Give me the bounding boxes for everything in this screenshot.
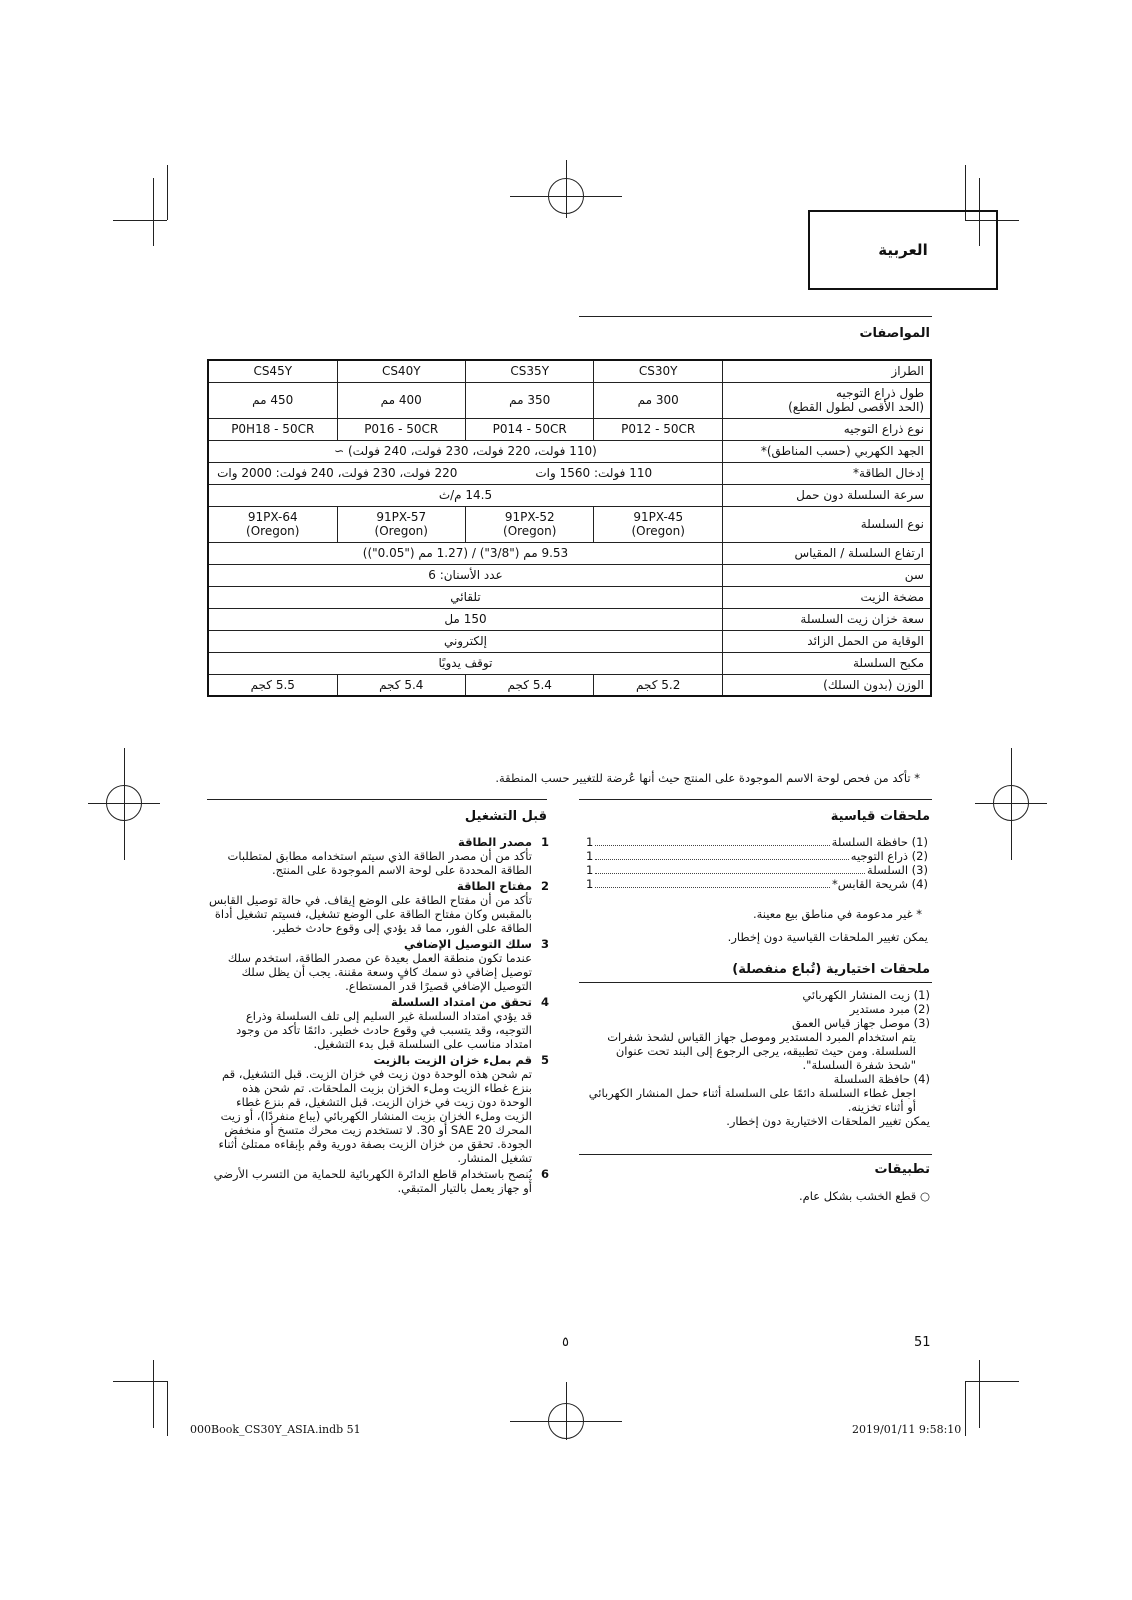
specs-cell: 5.4 كجم (465, 674, 593, 696)
specs-cell: 9.53 مم ("3/8") / (1.27 مم ("0.05")) (208, 542, 722, 564)
applications-text: قطع الخشب بشكل عام. (798, 1189, 917, 1203)
applications-title: تطبيقات (874, 1162, 930, 1177)
applications-item (590, 1189, 930, 1203)
item-heading: مفتاح الطاقة (457, 879, 532, 893)
page-number: 51 (914, 1335, 931, 1350)
item-number: 4 (540, 995, 549, 1009)
specs-cell: CS40Y (337, 360, 465, 382)
optional-accessories-list (575, 988, 930, 1128)
item-body (207, 1053, 532, 1165)
accessory-qty: 1 (586, 849, 594, 863)
specs-cell: توقف يدويًا (208, 652, 722, 674)
bullet-icon: ○ (919, 1189, 930, 1203)
before-operation-title: قبل التشغيل (464, 809, 547, 824)
specs-row (208, 630, 931, 652)
specs-cell: إلكتروني (208, 630, 722, 652)
accessory-qty: 1 (586, 863, 594, 877)
specs-cell: 5.2 كجم (594, 674, 722, 696)
specs-cell: P016 - 50CR (337, 418, 465, 440)
item-number: 2 (540, 879, 549, 893)
specs-cell: 91PX-52 (Oregon) (465, 506, 593, 542)
specs-row (208, 652, 931, 674)
optional-accessories-title: ملحقات اختيارية (تُباع منفصلة) (732, 962, 930, 977)
specs-cell: تلقائي (208, 586, 722, 608)
specs-label: الجهد الكهربي (حسب المناطق)* (722, 440, 931, 462)
optional-accessory-line: يمكن تغيير الملحقات الاختيارية دون إخطار. (726, 1114, 930, 1128)
language-tab-label: العربية (878, 241, 928, 259)
specs-cell: 14.5 م/ث (208, 484, 722, 506)
item-text: تأكد من أن مفتاح الطاقة على الوضع إيقاف. في حالة توصيل القابس بالمقبس وكان مفتاح الطاقة على الوضع تشغيل، فسيتم تشغيل أداة الطاقة على الفور، مما قد يؤدي إلى وقوع حادث خطير. (208, 893, 532, 935)
item-text: تأكد من أن مصدر الطاقة الذي سيتم استخدامه مطابق لمتطلبات الطاقة المحددة على لوحة الاسم الموجودة على المنتج. (227, 849, 532, 877)
specs-label: سعة خزان زيت السلسلة (722, 608, 931, 630)
page-number-arabic: ٥ (562, 1335, 569, 1350)
optional-accessories-rule (579, 982, 932, 983)
specs-row (208, 462, 931, 484)
before-operation-item (207, 995, 552, 1051)
optional-accessory-line: (2) مبرد مستدير (849, 1002, 930, 1016)
specs-row (208, 586, 931, 608)
specs-cell: P014 - 50CR (465, 418, 593, 440)
specs-label: ارتفاع السلسلة / المقياس (722, 542, 931, 564)
specs-cell: عدد الأسنان: 6 (208, 564, 722, 586)
item-heading: مصدر الطاقة (457, 835, 532, 849)
specs-rule (579, 316, 932, 317)
accessory-row (586, 835, 928, 849)
specs-cell: 5.5 كجم (208, 674, 337, 696)
specs-label: إدخال الطاقة* (722, 462, 931, 484)
specs-row (208, 506, 931, 542)
specs-cell: 400 مم (337, 382, 465, 418)
specs-cell: P012 - 50CR (594, 418, 722, 440)
item-text: يُنصح باستخدام قاطع الدائرة الكهربائية للحماية من التسرب الأرضي أو جهاز يعمل بالتيار المتبقي. (213, 1167, 532, 1195)
item-heading: سلك التوصيل الإضافي (403, 937, 532, 951)
standard-accessories-title: ملحقات قياسية (830, 809, 930, 824)
specs-label: نوع السلسلة (722, 506, 931, 542)
optional-accessory-line: أو أثناء تخزينه. (847, 1100, 916, 1114)
specs-row (208, 608, 931, 630)
specs-label: الوزن (بدون السلك) (722, 674, 931, 696)
before-operation-item (207, 937, 552, 993)
accessory-row (586, 877, 928, 891)
standard-accessories-footnote: * غير مدعومة في مناطق بيع معينة. (752, 907, 922, 921)
item-body (207, 1167, 532, 1195)
accessory-name: (2) ذراع التوجيه (850, 849, 928, 863)
item-number: 5 (540, 1053, 549, 1067)
accessory-name: (3) السلسلة (867, 863, 928, 877)
specs-title: المواصفات (859, 326, 930, 341)
optional-accessory-line: (4) حافظة السلسلة (833, 1072, 930, 1086)
accessory-row (586, 849, 928, 863)
specs-cell: 91PX-45 (Oregon) (594, 506, 722, 542)
specs-label: مكبح السلسلة (722, 652, 931, 674)
item-number: 3 (540, 937, 549, 951)
accessory-name: (1) حافظة السلسلة (831, 835, 928, 849)
item-text: قد يؤدي امتداد السلسلة غير السليم إلى تلف السلسلة وذراع التوجيه، وقد يتسبب في وقوع حادث خطير. دائمًا تأكد من وجود امتداد مناسب على السلسلة قبل بدء التشغيل. (236, 1009, 532, 1051)
item-text: تم شحن هذه الوحدة دون زيت في خزان الزيت. قبل التشغيل، قم بنزع غطاء الزيت وملء الخزان بزيت الملحقات. تم شحن هذه الوحدة دون زيت في خزان الزيت. قبل التشغيل، قم بنزع غطاء الزيت وملء الخزان بزيت المنشار الكهربائي (يباع منفردًا)، أو زيت المحرك SAE 20 أو 30. لا تستخدم زيت محرك متسخ أو منخفض الجودة. تحقق من خزان الزيت بصفة دورية وقم بإبقاءه ممتلئ أثناء تشغيل المنشار. (218, 1067, 532, 1165)
specs-cell: CS35Y (465, 360, 593, 382)
accessory-row (586, 863, 928, 877)
item-heading: تحقق من امتداد السلسلة (391, 995, 532, 1009)
optional-accessory-line: السلسلة. ومن حيث تطبيقه، يرجى الرجوع إلى البند تحت عنوان (615, 1044, 916, 1058)
specs-label: الوقاية من الحمل الزائد (722, 630, 931, 652)
specs-row (208, 440, 931, 462)
leader-dots (595, 879, 830, 888)
standard-accessories-rule (579, 799, 932, 800)
item-heading: قم بملء خزان الزيت بالزيت (373, 1053, 532, 1067)
optional-accessory-line: (1) زيت المنشار الكهربائي (802, 988, 930, 1002)
item-number: 6 (540, 1167, 549, 1181)
before-operation-item (207, 879, 552, 935)
before-operation-list (207, 835, 552, 1197)
specs-cell: P0H18 - 50CR (208, 418, 337, 440)
applications-rule (579, 1154, 932, 1155)
specs-cell: 110 فولت: 1560 وات (465, 462, 722, 484)
specs-row (208, 418, 931, 440)
optional-accessory-line: (3) موصل جهاز قياس العمق (792, 1016, 930, 1030)
optional-accessory-line: "شحذ شفرة السلسلة". (802, 1058, 916, 1072)
specs-label: طول ذراع التوجيه (الحد الأقصى لطول القطع) (722, 382, 931, 418)
leader-dots (595, 865, 865, 874)
specs-row (208, 360, 931, 382)
accessory-qty: 1 (586, 835, 594, 849)
specs-cell: 5.4 كجم (337, 674, 465, 696)
footer-file-info: 000Book_CS30Y_ASIA.indb 51 (190, 1423, 361, 1436)
specs-label: سن (722, 564, 931, 586)
item-body (207, 937, 532, 993)
specs-row (208, 484, 931, 506)
specs-cell: CS30Y (594, 360, 722, 382)
before-operation-item (207, 1053, 552, 1165)
before-operation-item (207, 835, 552, 877)
specs-row (208, 382, 931, 418)
before-operation-item (207, 1167, 552, 1195)
specs-label: نوع ذراع التوجيه (722, 418, 931, 440)
language-tab (808, 210, 998, 290)
specs-label: مضخة الزيت (722, 586, 931, 608)
standard-accessories-list (586, 835, 928, 891)
specs-label: سرعة السلسلة دون حمل (722, 484, 931, 506)
optional-accessory-line: اجعل غطاء السلسلة دائمًا على السلسلة أثناء حمل المنشار الكهربائي (588, 1086, 916, 1100)
specs-row (208, 542, 931, 564)
optional-accessory-line: يتم استخدام المبرد المستدير وموصل جهاز القياس لشحذ شفرات (607, 1030, 916, 1044)
item-body (207, 995, 532, 1051)
specs-cell: 220 فولت، 230 فولت، 240 فولت: 2000 وات (208, 462, 465, 484)
footer-timestamp: 2019/01/11 9:58:10 (852, 1423, 962, 1436)
specs-note: * تأكد من فحص لوحة الاسم الموجودة على المنتج حيث أنها عُرضة للتغيير حسب المنطقة. (495, 771, 920, 785)
specs-row (208, 564, 931, 586)
specs-cell: 91PX-57 (Oregon) (337, 506, 465, 542)
specs-cell: 350 مم (465, 382, 593, 418)
specs-row (208, 674, 931, 696)
specs-cell: 150 مل (208, 608, 722, 630)
before-operation-rule (207, 799, 547, 800)
item-number: 1 (540, 835, 549, 849)
accessory-qty: 1 (586, 877, 594, 891)
specs-cell: 300 مم (594, 382, 722, 418)
leader-dots (595, 837, 829, 846)
accessory-name: (4) شريحة القابس* (831, 877, 928, 891)
standard-accessories-change-note: يمكن تغيير الملحقات القياسية دون إخطار. (727, 930, 928, 944)
specs-cell: 450 مم (208, 382, 337, 418)
item-body (207, 835, 532, 877)
specs-cell: (110 فولت، 220 فولت، 230 فولت، 240 فولت) ∼ (208, 440, 722, 462)
leader-dots (595, 851, 848, 860)
specs-cell: CS45Y (208, 360, 337, 382)
specs-label: الطراز (722, 360, 931, 382)
item-text: عندما تكون منطقة العمل بعيدة عن مصدر الطاقة، استخدم سلك توصيل إضافي ذو سمك كافٍ وسعة مقننة. يجب أن يظل سلك التوصيل الإضافي قصيرًا قدر المستطاع. (227, 951, 532, 993)
item-body (207, 879, 532, 935)
specs-table (207, 359, 932, 697)
specs-cell: 91PX-64 (Oregon) (208, 506, 337, 542)
